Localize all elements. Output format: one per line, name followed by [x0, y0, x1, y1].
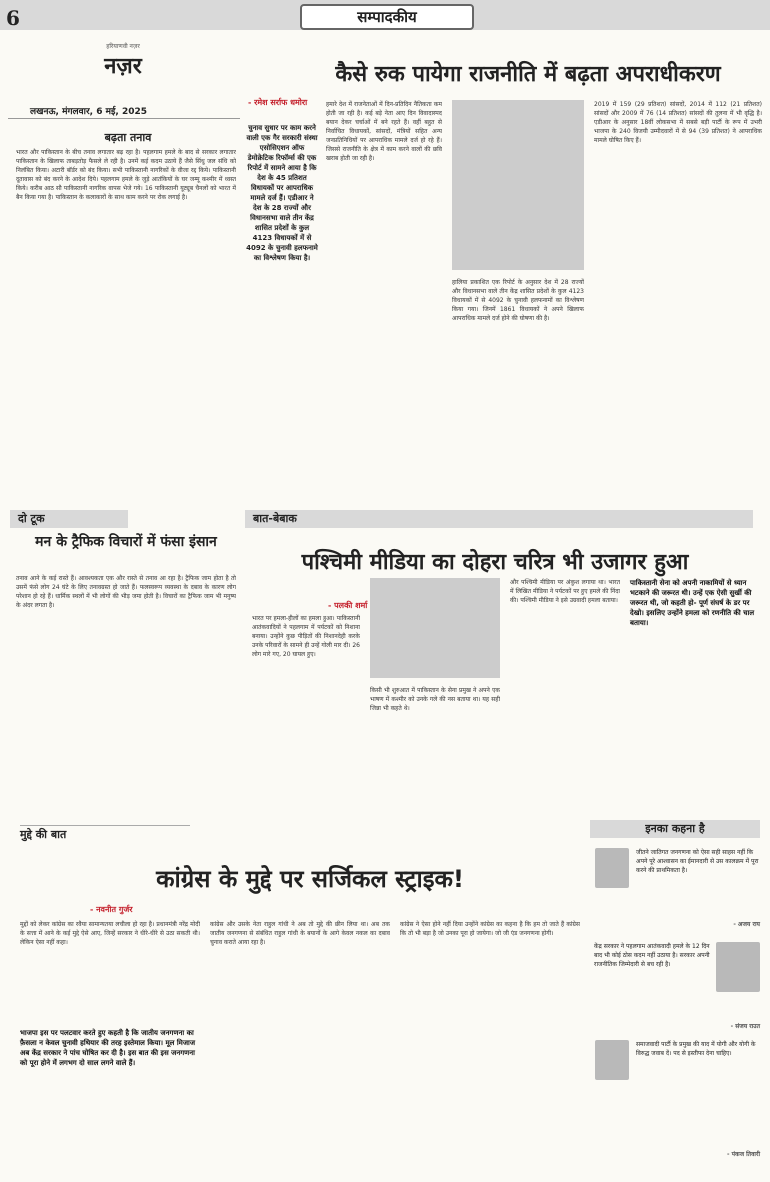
divider: [8, 118, 240, 119]
mudde-body-a: मुद्दों को लेकर कांग्रेस का रवैया सामान्यतया लचीला हो रहा है। प्रधानमंत्री नरेंद्र मोदी के सत्ता में आने के कई मुद्दे ऐसे आए, जिन्हें सरकार ने धीरे-धीरे से उठा सकती थी। लेकिन ऐसा नहीं कहा।: [20, 921, 200, 946]
portrait-photo: [595, 1040, 629, 1080]
quote-text: केंद्र सरकार ने पहलगाम आतंकवादी हमले के 12 दिन बाद भी कोई ठोस कदम नहीं उठाया है। सरकार अपनी राजनीतिक जिम्मेदारी से बच रही है।: [594, 943, 710, 968]
bat-bebaak-highlight: पाकिस्तानी सेना को अपनी नाकामियों से ध्यान भटकाने की जरूरत थी। उन्हें एक ऐसी सुर्खी की जरूरत थी, जो कहती हो- पूर्ण संघर्ष के डर पर देखो। इसलिए उन्होंने हमला को रणनीति की चाल बताया।: [630, 579, 755, 627]
page-number: 6: [6, 6, 20, 30]
portrait-photo: [595, 848, 629, 888]
lead-body-a: हमारे देश में राजनेताओं में दिन-प्रतिदिन नैतिकता कम होती जा रही है। कई बड़े नेता आए दिन विवादास्पद बयान देकर चर्चाओं में बने रहते हैं। वहीं बहुत से निर्वाचित विधायकों, सांसदों, मंत्रियों सहित अन्य जनप्रतिनिधियों पर आपराधिक मामले दर्ज हो रहे हैं। जिससे राजनीति के क्षेत्र में काम करने वालों की छवि खराब होती जा रही है।: [326, 101, 442, 162]
bat-bebaak-headline: पश्चिमी मीडिया का दोहरा चरित्र भी उजागर हुआ: [301, 550, 689, 575]
mudde-headline: कांग्रेस के मुद्दे पर सर्जिकल स्ट्राइक!: [156, 865, 464, 893]
left-headline: बढ़ता तनाव: [104, 131, 152, 144]
mudde-label: मुद्दे की बात: [20, 825, 190, 844]
lead-body-c: 2019 में 159 (29 प्रतिशत) सांसदों, 2014 में 112 (21 प्रतिशत) सांसदों और 2009 में 76 (14 प्रतिशत) सांसदों की तुलना में भी वृद्धि है। एडीआर के अनुसार 18वीं लोकसभा में सबसे बड़ी पार्टी के रूप में उभरी भाजपा के 240 विजयी उम्मीदवारों में से 94 (39 प्रतिशत) ने आपराधिक मामले घोषित किए हैं।: [594, 101, 762, 144]
quote-text: समाजवादी पार्टी के प्रमुख की याद में योगी और योगी के विरुद्ध जवाब दें। पद से इस्तीफा देना चाहिए।: [636, 1041, 756, 1057]
quotes-label: इनका कहना है: [590, 820, 760, 838]
mudde-author: - नवनीत गुर्जर: [90, 905, 133, 914]
bat-bebaak-author: - पलकी शर्मा: [328, 601, 368, 610]
bat-bebaak-label: बात-बेबाक: [245, 510, 753, 528]
lead-author: - रमेश सर्राफ धमोरा: [248, 98, 308, 107]
masthead-top: हरियाणवी नज़र: [106, 43, 140, 50]
do-took-body: तनाव आने के कई रास्ते हैं। आवश्यकता एक और रास्ते से तनाव आ रहा है। ट्रैफिक जाम होता है तो उसमें फंसे लोग 24 घंटे के लिए तनावग्रस्त हो जाते हैं। फलस्वरूप व्यवस्था के दबाव के कारण लोग परेशान हो रहे हैं। धार्मिक स्थलों में भी लोगों की भीड़ जमा होती है। विचारों का ट्रैफिक जाम भी मनुष्य के अंदर लगता है।: [16, 575, 236, 609]
lead-pull-quote: चुनाव सुधार पर काम करने वाली एक गैर सरकारी संस्था एसोसिएशन ऑफ डेमोक्रेटिक रिफॉर्म्स की एक रिपोर्ट में सामने आया है कि देश के 45 प्रतिशत विधायकों पर आपराधिक मामले दर्ज हैं। एडीआर ने देश के 28 राज्यों और विधानसभा वाले तीन केंद्र शासित प्रदेशों के कुल 4123 विधायकों में से 4092 के चुनावी हलफनामे का विश्लेषण किया है।: [246, 124, 318, 262]
section-title: सम्पादकीय: [300, 4, 474, 30]
bat-bebaak-body-a: भारत पर हमला-हीलों का हमला हुआ। पाकिस्तानी आतंकवादियों ने पहलगाम में पर्यटकों को निशाना बनाया। उन्होंने कुछ पीड़ितों की निशानदेही करके उनके परिवारों के सामने ही उन्हें गोली मार दी। 26 लोग मारे गए, 20 घायल हुए।: [252, 615, 360, 658]
quote-text: जीतने जातिगत जनगणना को ऐसा सही साहस नहीं कि अपने पूरे आश्वासन का ईमानदारी से उस कालक्रम में पूरा करने की प्राथमिकता है।: [636, 849, 759, 874]
bat-bebaak-body-b: और पश्चिमी मीडिया पर अंकुश लगाया था। भारत में लिखित मीडिया ने पर्यटकों पर हुए हमले की निंदा की। पश्चिमी मीडिया ने इसे उग्रवादी हमला बताया।: [510, 579, 620, 604]
lead-body-b: हालिया प्रकाशित एक रिपोर्ट के अनुसार देश में 28 राज्यों और विधानसभा वाले तीन केंद्र शासित प्रदेशों के कुल 4123 विधायकों में से 4092 के चुनावी हलफनामों का विश्लेषण किया गया। जिनमें 1861 विधायकों ने अपने खिलाफ आपराधिक मामले दर्ज होने की घोषणा की है।: [452, 279, 584, 322]
mudde-body-b: कांग्रेस और उसके नेता राहुल गांधी ने अब तो मुद्दे की छीन लिया था। अब तक जातीय जनगणना से संबंधित राहुल गांधी के बयानों के आगे केवल नकल का दबाव चुनाव कराते आया रहा है।: [210, 921, 390, 946]
lead-photo: [452, 100, 584, 270]
bat-bebaak-photo: [370, 578, 500, 678]
mudde-highlight: भाजपा इस पर पलटवार करते हुए कहती है कि जातीय जनगणना का फ़ैसला न केवल चुनावी हथियार की तरह इस्तेमाल किया। मूल मिजाज अब केंद्र सरकार ने पांच घोषित कर दी है। इस बात की इस जनगणना को पूरा होने में लगभग दो साल लगने वाले हैं।: [20, 1029, 196, 1067]
portrait-photo: [716, 942, 760, 992]
do-took-headline: मन के ट्रैफिक विचारों में फंसा इंसान: [35, 534, 217, 550]
masthead-title: नज़र: [104, 54, 142, 79]
do-took-label: दो टूक: [10, 510, 128, 528]
mudde-body-c: कांग्रेस ने ऐसा होने नहीं दिया उन्होंने कांग्रेस का कहना है कि हम तो जाते हैं कांग्रेस कि तो भी बड़ा है जो उनका पूरा हो जायेगा। जो जी एंड जनगणना होगी।: [400, 921, 580, 937]
quote-name: - पंकज तिवारी: [726, 1151, 760, 1158]
bat-bebaak-body-c: किसी भी शुरुआत में पाकिस्तान के सेना प्रमुख ने अपने एक भाषण में कश्मीर को उनके गले की नस बताया था। यह सही जिन्ना भी कहते थे।: [370, 687, 500, 712]
quote-name: - संजय राउत: [730, 1023, 760, 1030]
left-body: भारत और पाकिस्तान के बीच तनाव लगातार बढ़ रहा है। पहलगाम हमले के बाद से सरकार लगातार पाकिस्तान के खिलाफ ताबड़तोड़ फैसले ले रही है। उनमें कई कदम उठाये हैं जैसे सिंधु जल संधि को निलंबित किया। अटारी बॉर्डर को बंद किया। सभी पाकिस्तानी नागरिकों के वीजा रद्द किये। पाकिस्तानी दूतावास को बंद करने के आदेश दिये। पहलगाम हमले के जुड़े आतंकियों के घर जम्मू कश्मीर में ध्वस्त किये। करीब आठ सौ पाकिस्तानी नागरिक वापस भेजे गये। 16 पाकिस्तानी यूट्यूब चैनलों को भारत में बैन किया गया है। पाकिस्तान के कलाकारों के साथ काम करने पर रोक लगाई है।: [16, 149, 236, 201]
dateline: लखनऊ, मंगलवार, 6 मई, 2025: [30, 107, 147, 117]
lead-headline: कैसे रुक पायेगा राजनीति में बढ़ता अपराधीकरण: [335, 62, 721, 87]
quote-name: - अजय राय: [733, 921, 760, 928]
